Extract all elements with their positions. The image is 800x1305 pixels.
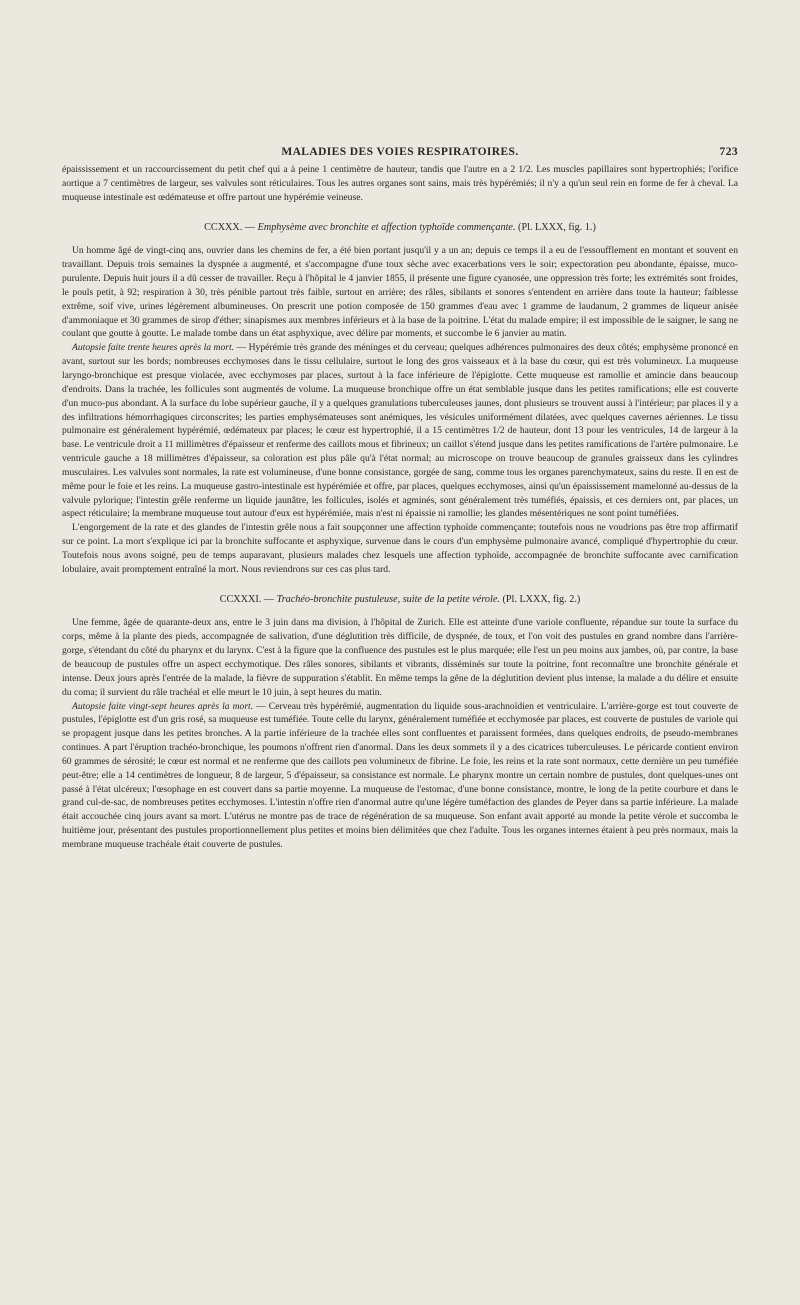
case-heading — [62, 593, 738, 607]
case-paragraph: L'engorgement de la rate et des glandes de l'intestin grêle nous a fait soupçonner une affection typhoïde commençante; toutefois nous ne voudrions pas être trop affirmatif sur ce point. La mort s'explique ici par la bronchite suffocante et asphyxique, survenue dans le cours d'un emphysème pulmonaire avancé, compliqué d'hypertrophie du cœur. Toutefois nous avons soigné, peu de temps auparavant, plusieurs malades chez lesquels une affection typhoïde, accompagnée de bronchite suffocante avec carnification lobulaire, avait promptement entraîné la mort. Nous reviendrons sur ces cas plus tard. — [62, 522, 738, 575]
autopsy-paragraph — [62, 341, 738, 521]
case-paragraph: Un homme âgé de vingt-cinq ans, ouvrier dans les chemins de fer, a été bien portant jusqu'il y a un an; depuis ce temps il a eu de l'essoufflement en montant et souvent en travaillant. Depuis trois semaines la dyspnée a augmenté, et s'accompagne d'une toux sèche avec exacerbations vers le soir; expectoration peu abondante, épaisse, muco-purulente. Depuis huit jours il a dû cesser de travailler. Reçu à l'hôpital le 4 janvier 1855, il présente une figure cyanosée, une oppression très forte; les extrémités sont froides, le pouls petit, à 92; respiration à 30, très pénible partout très faible, surtout en arrière; des râles, sibilants et sonores s'entendent en arrière dans toute la hauteur; faiblesse extrême, soif vive, urines légèrement albumineuses. On prescrit une potion composée de 150 grammes d'eau avec 1 gramme de laudanum, 2 grammes de liqueur anisée d'ammoniaque et 30 grammes de sirop d'éther; sinapismes aux membres inférieurs et à la base de la poitrine. L'état du malade empire; il est impossible de le saigner, le sang ne coulant que goutte à goutte. Le malade tombe dans un état asphyxique, avec délire par moments, et succombe le 6 janvier au matin. — [62, 245, 738, 340]
case-title: Trachéo-bronchite pustuleuse, suite de la petite vérole. — [276, 593, 500, 605]
autopsy-text: — Hypérémie très grande des méninges et du cerveau; quelques adhérences pulmonaires des deux côtés; emphysème prononcé en avant, surtout sur les bords; nombreuses ecchymoses dans le tissu cellulaire, surtout le long des gros vaisseaux et à la base du cœur, qui est très volumineux. La muqueuse laryngo-bronchique est presque violacée, avec ecchymoses par places, surtout à la face inférieure de l'épiglotte. Cette muqueuse est ramollie et amincie dans beaucoup d'endroits. Dans la trachée, les follicules sont augmentés de volume. La muqueuse bronchique offre un état semblable jusque dans les petites ramifications; elle est couverte d'un muco-pus abondant. A la surface du lobe supérieur gauche, il y a quelques granulations tuberculeuses jaunes, dont plusieurs se trouvent aussi à l'intérieur; par places il y a des infiltrations hémorrhagiques circonscrites; les parties emphysémateuses sont anémiques, les vésicules uniformément dilatées, avec quelques cavernes aériennes. Le tissu pulmonaire est généralement hypérémié, œdémateux par places; le cœur est hypertrophié, il a 15 centimètres 1/2 de hauteur, dont 13 pour les ventricules, 14 de largeur à la base. Le ventricule droit a 11 millimètres d'épaisseur et renferme des caillots mous et fibrineux; un caillot s'étend jusque dans les petites ramifications de l'artère pulmonaire. Le ventricule gauche a 18 millimètres d'épaisseur, sa coloration est plus pâle qu'à l'état normal; au microscope on trouve beaucoup de granules graisseux dans les cylindres musculaires. Les valvules sont normales, la rate est volumineuse, d'une bonne consistance, gorgée de sang, comme tous les organes parenchymateux, sains du reste. Il en est de même pour le foie et les reins. La muqueuse gastro-intestinale est hypérémiée et offre, par places, quelques ecchymoses, ainsi qu'un épaississement mamelonné au-dessus de la valvule pylorique; l'intestin grêle renferme un liquide jaunâtre, les follicules, isolés et agminés, sont généralement très tuméfiés, épaissis, et ces derniers ont, par places, un aspect réticulaire; la membrane muqueuse tout autour d'eux est hypérémiée, mais n'est ni épaissie ni ramollie; les glandes mésentériques ne sont point tuméfiées. — [62, 342, 738, 520]
plate-reference: (Pl. LXXX, fig. 1.) — [518, 221, 596, 233]
case-title: Emphysème avec bronchite et affection typhoïde commençante. — [257, 221, 516, 233]
page-number: 723 — [719, 146, 738, 158]
autopsy-heading: Autopsie faite trente heures après la mort. — [72, 342, 235, 354]
plate-reference: (Pl. LXXX, fig. 2.) — [502, 593, 581, 605]
case-paragraph: Une femme, âgée de quarante-deux ans, entre le 3 juin dans ma division, à l'hôpital de Zurich. Elle est atteinte d'une variole confluente, répandue sur toute la surface du corps, même à la plante des pieds, accompagnée de salivation, d'une déglutition très difficile, de dyspnée, de toux, et l'on voit des pustules en grand nombre dans l'arrière-gorge, s'étendant du côté du pharynx et du larynx. C'est à la figure que la confluence des pustules est le plus marquée; elle l'est un peu moins aux jambes, où, par contre, la base de beaucoup de pustules offre un aspect ecchymotique. Des râles sonores, sibilants et vibrants, disséminés sur toute la poitrine, font reconnaître une bronchite générale et intense. Deux jours après l'entrée de la malade, la fièvre de suppuration s'établit. En même temps la gêne de la déglutition devient plus intense, la malade a du délire et ensuite du coma; il survient du râle trachéal et elle meurt le 10 juin, à sept heures du matin. — [62, 617, 738, 698]
autopsy-heading: Autopsie faite vingt-sept heures après la mort. — [72, 700, 254, 712]
intro-paragraph: épaississement et un raccourcissement du petit chef qui a à peine 1 centimètre de hauteur, tandis que l'autre en a 2 1/2. Les muscles papillaires sont hypertrophiés; l'orifice aortique a 7 centimètres de largeur, ses valvules sont réticulaires. Tous les autres organes sont sains, mais très hypérémiés; il n'y a qu'un seul rein en forme de fer à cheval. La muqueuse intestinale est œdémateuse et offre partout une hypérémie veineuse. — [62, 164, 738, 203]
page-header — [62, 146, 738, 162]
case-heading — [62, 221, 738, 235]
case-dash: — — [244, 221, 256, 233]
page-body — [62, 163, 738, 852]
autopsy-paragraph — [62, 700, 738, 852]
case-number: CCXXX. — [204, 221, 243, 233]
running-title: MALADIES DES VOIES RESPIRATOIRES. — [281, 146, 519, 158]
case-dash: — — [263, 593, 275, 605]
case-number: CCXXXI. — [219, 593, 262, 605]
autopsy-text: — Cerveau très hypérémié, augmentation du liquide sous-arachnoïdien et ventriculaire. L'arrière-gorge est tout couverte de pustules, l'épiglotte est d'un gris rosé, sa muqueuse est tuméfiée. Toute celle du larynx, généralement tuméfiée et ecchymosée par places, est couverte de pustules de variole qui se propagent jusque dans les petites bronches. A la partie inférieure de la trachée elles sont confluentes et paraissent formées, dans quelques endroits, de pseudo-membranes continues. A part l'éruption trachéo-bronchique, les poumons n'offrent rien d'anormal. Dans les deux sommets il y a des cicatrices tuberculeuses. Le péricarde contient environ 60 grammes de sérosité; le cœur est normal et ne renferme que des caillots peu volumineux de fibrine. Le foie, les reins et la rate sont normaux, cette dernière un peu tuméfiée peut-être; elle a 14 centimètres de longueur, 8 de largeur, 5 d'épaisseur, sa consistance est normale. Le pharynx montre un certain nombre de pustules, dont quelques-unes ont passé à l'état ulcéreux; l'œsophage en est couvert dans sa partie moyenne. La muqueuse de l'estomac, d'une bonne consistance, montre, le long de la petite courbure et dans le grand cul-de-sac, de nombreuses petites ecchymoses. L'intestin n'offre rien d'anormal autre qu'une légère tuméfaction des glandes de Peyer dans sa partie inférieure. La malade était accouchée cinq jours avant sa mort. L'utérus ne montre pas de trace de régénération de sa muqueuse. Son enfant avait apporté au monde la petite vérole et succomba le huitième jour, présentant des pustules proportionnellement plus petites et moins bien délimitées que chez l'adulte. Tous les organes internes étaient à peu près normaux, mais la membrane muqueuse trachéale était couverte de pustules. — [62, 700, 738, 850]
